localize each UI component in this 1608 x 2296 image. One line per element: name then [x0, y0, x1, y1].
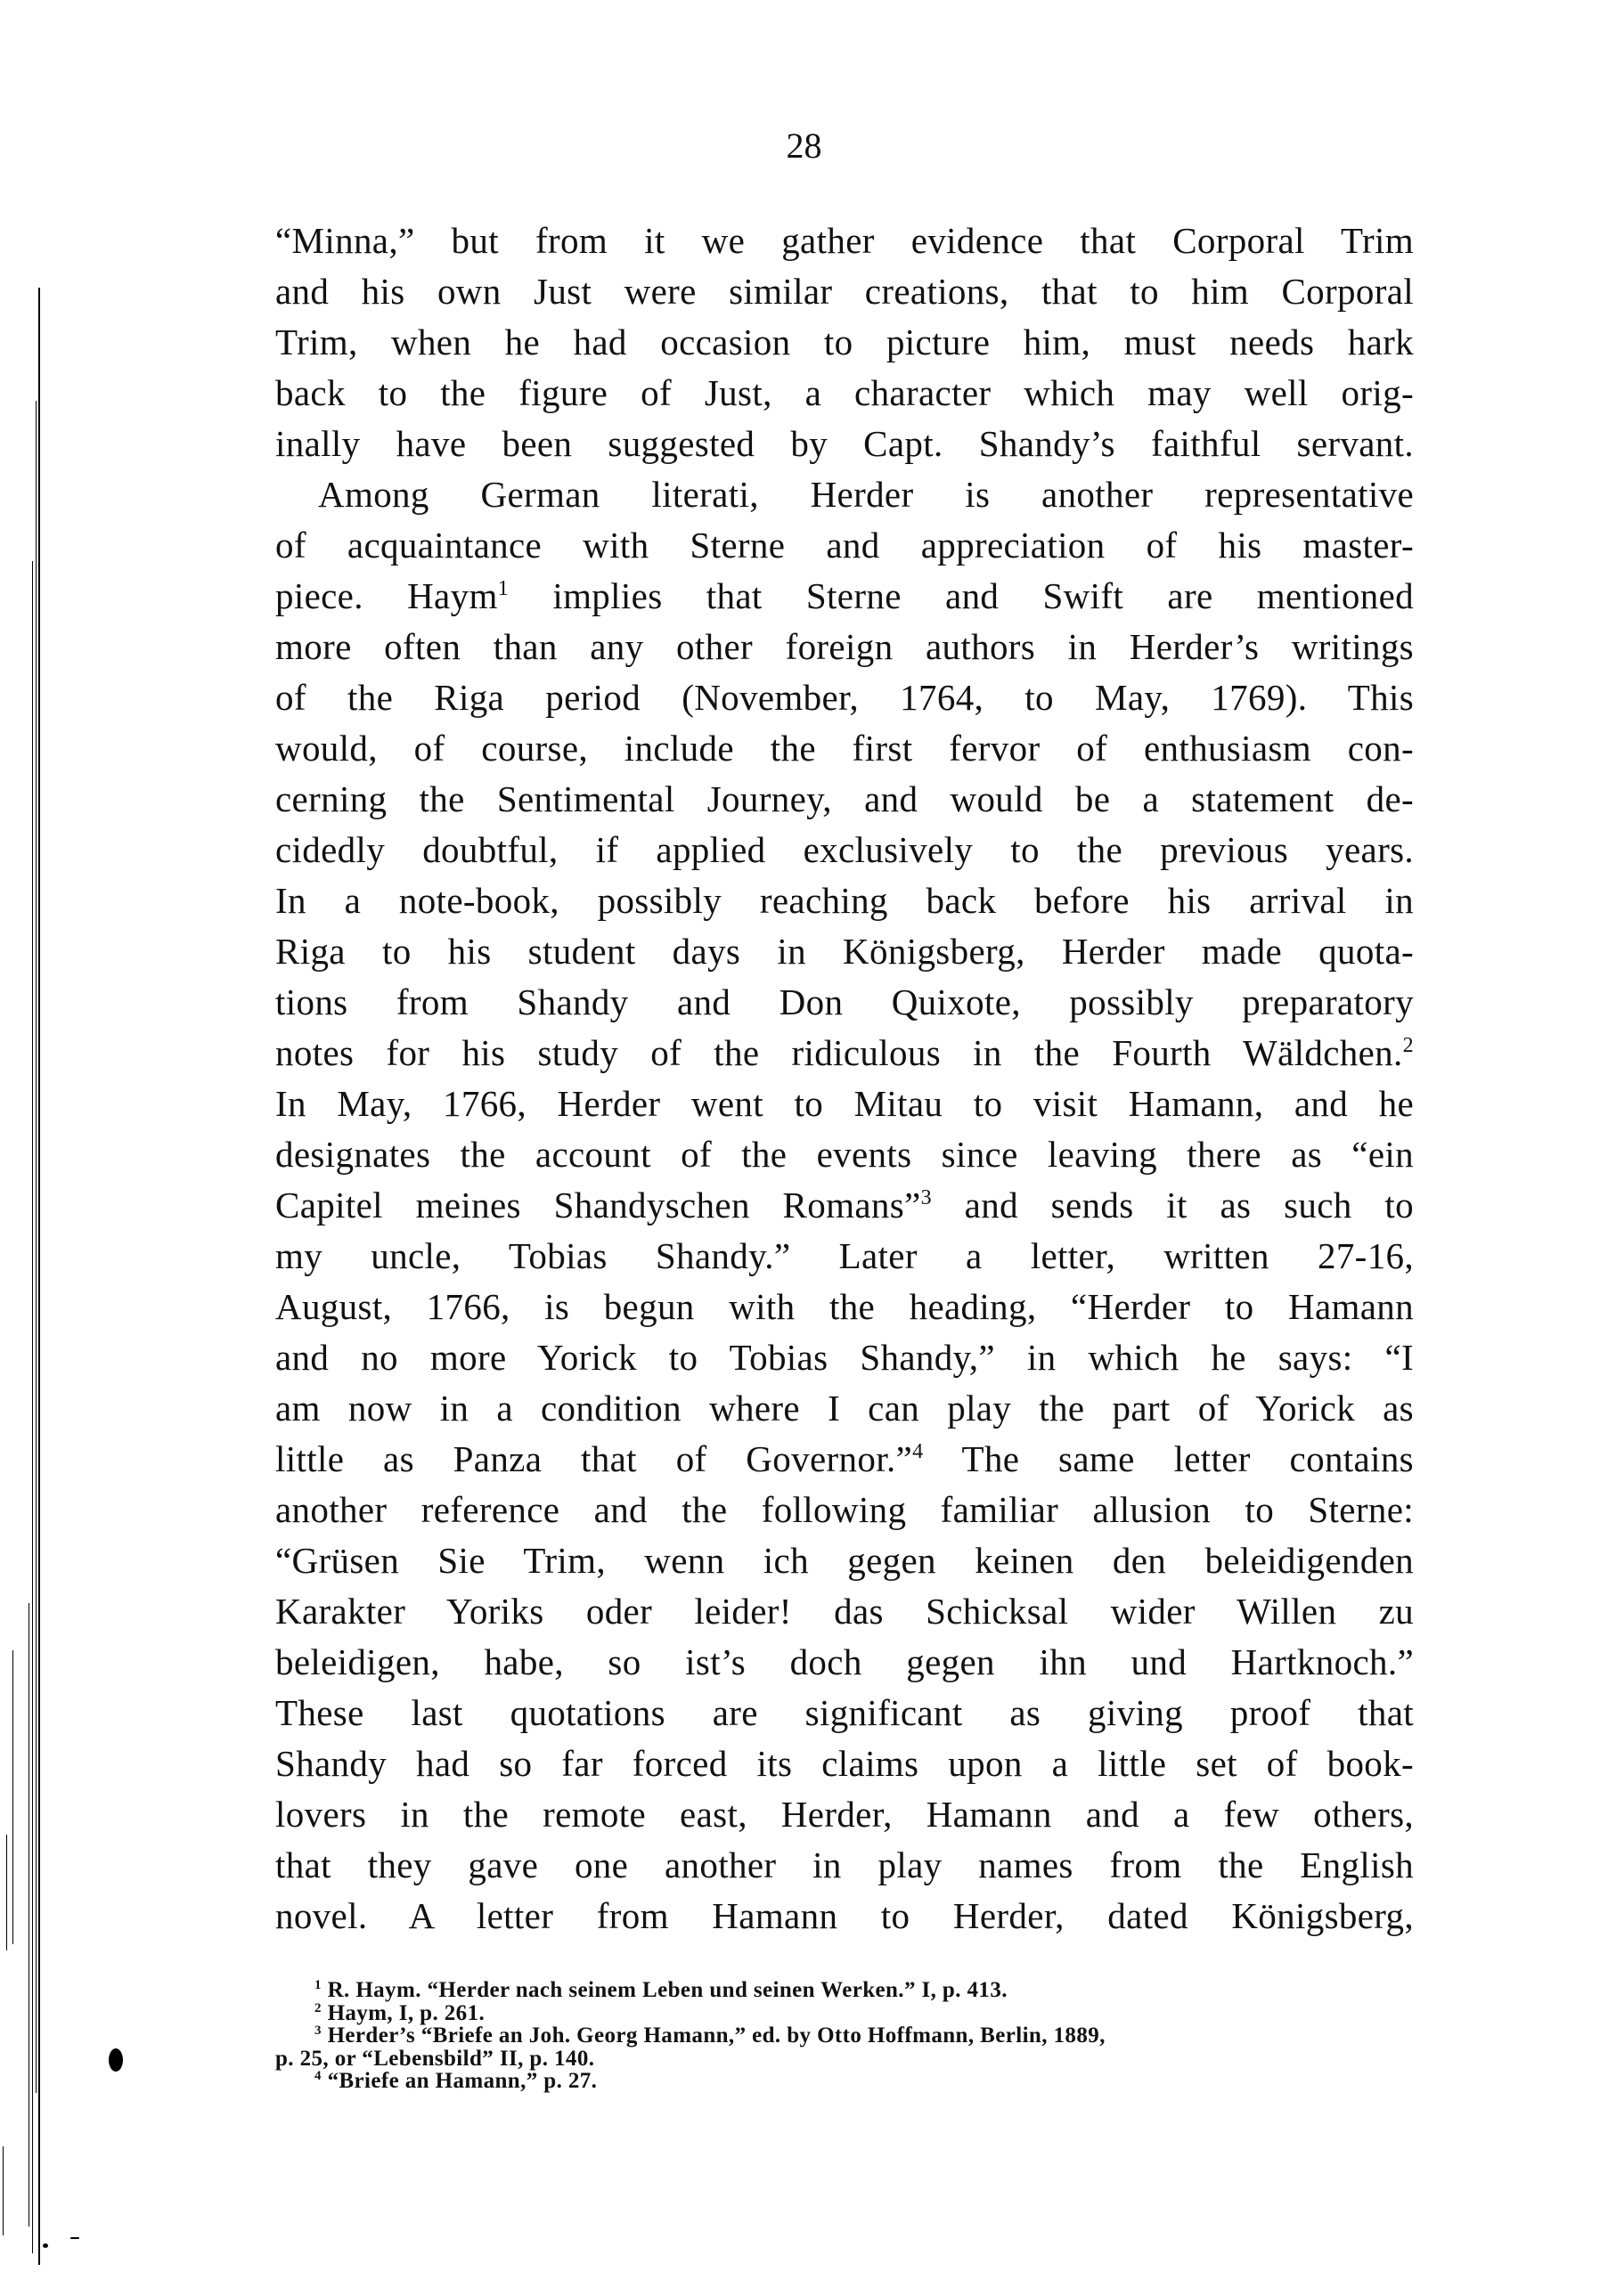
footnote-ref-2[interactable]: 2	[1402, 1034, 1414, 1057]
line-text: implies that Sterne and Swift are mentioned	[509, 575, 1414, 616]
footnote-2	[275, 2002, 1414, 2025]
paragraph-start-line: Among German literati, Herder is another representative	[318, 474, 1414, 515]
body-line: “Minna,” but from it we gather evidence that Corporal Trim	[275, 220, 1414, 261]
line-text: notes for his study of the ridiculous in the Fourth Wäldchen.	[275, 1032, 1403, 1073]
body-line: Trim, when he had occasion to picture him, must needs hark	[275, 322, 1414, 362]
body-line: back to the figure of Just, a character which may well orig-	[275, 372, 1414, 413]
body-line: tions from Shandy and Don Quixote, possibly preparatory	[275, 981, 1414, 1022]
line-text: The same letter contains	[923, 1438, 1414, 1479]
footnote-mark: 4	[314, 2069, 322, 2083]
footnote-text: Haym, I, p. 261.	[327, 2000, 486, 2025]
footnote-4	[275, 2070, 1414, 2093]
body-line: another reference and the following familiar allusion to Sterne:	[275, 1489, 1414, 1530]
line-text: piece. Haym	[275, 575, 498, 616]
footnote-1	[275, 1979, 1414, 2002]
footnote-ref-4[interactable]: 4	[912, 1440, 924, 1463]
ink-blot	[43, 2243, 48, 2248]
body-line: cidedly doubtful, if applied exclusively to the previous years.	[275, 829, 1414, 870]
body-line	[275, 1180, 1414, 1231]
ink-blot	[70, 2237, 79, 2239]
body-line: inally have been suggested by Capt. Shandy’s faithful servant.	[275, 423, 1414, 464]
body-line: Shandy had so far forced its claims upon a little set of book-	[275, 1743, 1414, 1784]
line-text: Capitel meines Shandyschen Romans”	[275, 1185, 921, 1225]
body-line	[275, 1434, 1414, 1485]
body-line: Riga to his student days in Königsberg, Herder made quota-	[275, 931, 1414, 972]
body-line: “Grüsen Sie Trim, wenn ich gegen keinen den beleidigenden	[275, 1540, 1414, 1581]
footnote-3-continuation	[275, 2048, 1414, 2071]
body-line: In a note-book, possibly reaching back before his arrival in	[275, 880, 1414, 921]
footnote-ref-1[interactable]: 1	[497, 577, 510, 600]
scan-artifact-line	[6, 1835, 7, 1950]
body-line	[275, 571, 1414, 622]
body-line: cerning the Sentimental Journey, and would be a statement de-	[275, 778, 1414, 819]
body-line: designates the account of the events since leaving there as “ein	[275, 1134, 1414, 1175]
scan-artifact-line	[12, 1650, 13, 1944]
body-line: and no more Yorick to Tobias Shandy,” in which he says: “I	[275, 1337, 1414, 1378]
footnote-mark: 3	[314, 2023, 322, 2038]
footnote-3	[275, 2024, 1414, 2048]
footnote-text: Herder’s “Briefe an Joh. Georg Hamann,” ed. by Otto Hoffmann, Berlin, 1889,	[327, 2023, 1106, 2048]
body-line: of the Riga period (November, 1764, to May, 1769). This	[275, 677, 1414, 718]
body-line: Karakter Yoriks oder leider! das Schicksal wider Willen zu	[275, 1591, 1414, 1632]
footnote-mark: 1	[314, 1978, 322, 1992]
body-line: beleidigen, habe, so ist’s doch gegen ihn und Hartknoch.”	[275, 1641, 1414, 1682]
body-text	[275, 216, 1414, 1942]
scan-artifact-line	[3, 2146, 4, 2235]
body-line: lovers in the remote east, Herder, Hamann and a few others,	[275, 1794, 1414, 1835]
body-line: and his own Just were similar creations, that to him Corporal	[275, 271, 1414, 312]
line-text: little as Panza that of Governor.”	[275, 1438, 913, 1479]
footnote-text: R. Haym. “Herder nach seinem Leben und seinen Werken.” I, p. 413.	[327, 1978, 1008, 2002]
body-line: novel. A letter from Hamann to Herder, dated Königsberg,	[275, 1895, 1414, 1936]
scan-artifact-line	[38, 288, 40, 2265]
ink-blot	[109, 2048, 123, 2072]
footnote-ref-3[interactable]: 3	[920, 1186, 932, 1209]
body-line	[275, 1028, 1414, 1079]
body-line: of acquaintance with Sterne and appreciation of his master-	[275, 525, 1414, 566]
body-line: would, of course, include the first fervor of enthusiasm con-	[275, 728, 1414, 769]
page-number: 28	[786, 126, 822, 166]
body-line: my uncle, Tobias Shandy.” Later a letter, written 27-16,	[275, 1235, 1414, 1276]
footnote-text: “Briefe an Hamann,” p. 27.	[327, 2069, 598, 2093]
line-text: and sends it as such to	[931, 1185, 1414, 1225]
footnotes	[275, 1979, 1414, 2093]
body-line: that they gave one another in play names from the English	[275, 1844, 1414, 1885]
body-line: August, 1766, is begun with the heading, “Herder to Hamann	[275, 1286, 1414, 1327]
body-line: These last quotations are significant as giving proof that	[275, 1692, 1414, 1733]
footnote-text: p. 25, or “Lebensbild” II, p. 140.	[275, 2046, 595, 2071]
footnote-mark: 2	[314, 2000, 322, 2015]
body-line: more often than any other foreign authors in Herder’s writings	[275, 626, 1414, 667]
body-line: In May, 1766, Herder went to Mitau to visit Hamann, and he	[275, 1083, 1414, 1124]
body-line: am now in a condition where I can play the part of Yorick as	[275, 1388, 1414, 1429]
scan-artifact-line	[32, 561, 33, 2253]
scan-artifact-line	[36, 401, 37, 2093]
